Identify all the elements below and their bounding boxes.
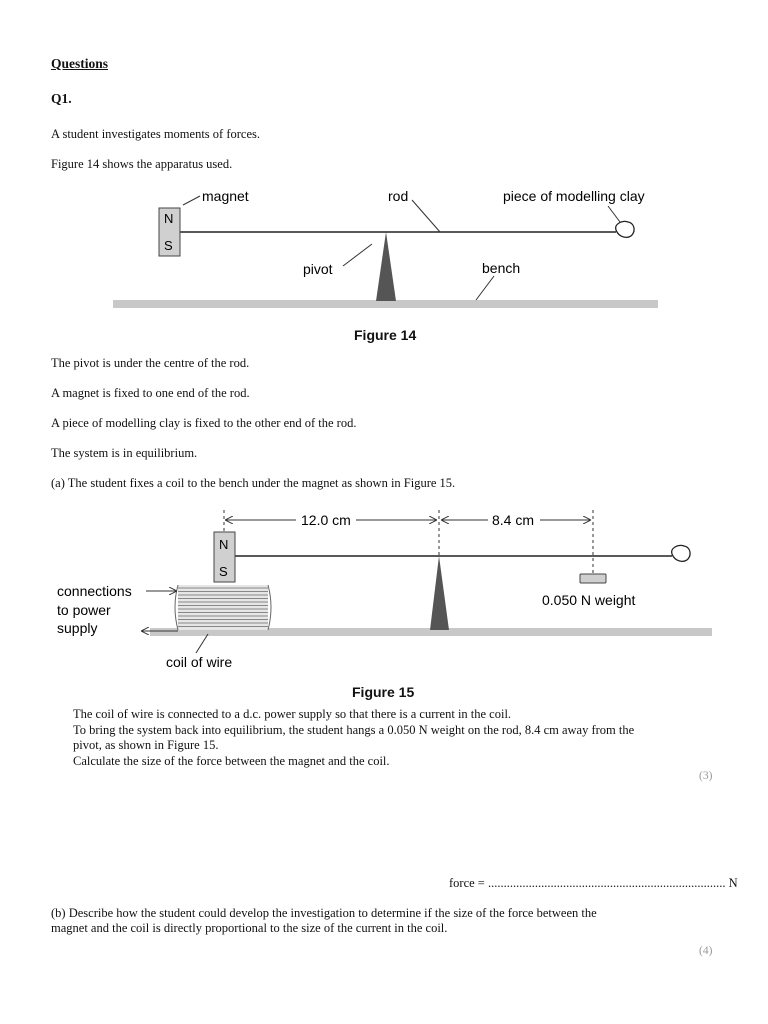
fig14-bench bbox=[113, 300, 658, 308]
fig15-weight bbox=[580, 574, 606, 583]
answer-unit: N bbox=[728, 876, 738, 890]
question-number: Q1. bbox=[51, 91, 72, 106]
fig14-rod-pointer bbox=[412, 200, 440, 232]
fig15-dist2-label: 8.4 cm bbox=[492, 512, 535, 528]
part-a-intro: (a) The student fixes a coil to the bench under the magnet as shown in Figure 15. bbox=[51, 476, 456, 490]
part-a-line-3: pivot, as shown in Figure 15. bbox=[73, 738, 219, 752]
part-b-line-1: (b) Describe how the student could develop the investigation to determine if the size of the force between the bbox=[51, 906, 597, 920]
statement-4: The system is in equilibrium. bbox=[51, 446, 198, 460]
part-a-marks: (3) bbox=[699, 770, 713, 782]
figure-15-diagram bbox=[0, 505, 768, 675]
fig15-connections-label-3: supply bbox=[57, 620, 98, 636]
fig15-dist1-label: 12.0 cm bbox=[301, 512, 351, 528]
fig14-magnet-pointer bbox=[183, 196, 200, 205]
fig14-clay-label: piece of modelling clay bbox=[503, 188, 645, 204]
fig15-coil-pointer bbox=[196, 634, 208, 653]
fig14-pivot-label: pivot bbox=[303, 261, 333, 277]
fig14-clay-pointer bbox=[608, 206, 620, 222]
part-a-line-1: The coil of wire is connected to a d.c. power supply so that there is a current in the coil. bbox=[73, 707, 512, 721]
part-b-line-2: magnet and the coil is directly proportional to the size of the current in the coil. bbox=[51, 921, 448, 935]
fig14-rod-label: rod bbox=[388, 188, 409, 204]
fig15-coil-label: coil of wire bbox=[166, 654, 233, 670]
fig14-bench-pointer bbox=[476, 276, 494, 300]
answer-label: force = bbox=[449, 876, 485, 890]
fig15-modelling-clay bbox=[672, 545, 690, 561]
statement-1: The pivot is under the centre of the rod. bbox=[51, 356, 250, 370]
fig15-pivot bbox=[430, 556, 449, 630]
part-a-line-2: To bring the system back into equilibrium, the student hangs a 0.050 N weight on the rod, 8.4 cm away from the bbox=[73, 723, 635, 737]
fig14-magnet-label: magnet bbox=[202, 188, 249, 204]
answer-dots: ............................................................................ bbox=[487, 876, 726, 890]
fig14-bench-label: bench bbox=[482, 260, 521, 276]
intro-line-2: Figure 14 shows the apparatus used. bbox=[51, 157, 233, 171]
fig15-north-label: N bbox=[219, 537, 229, 552]
figure-15-caption: Figure 15 bbox=[352, 684, 415, 700]
figure-14-diagram bbox=[0, 180, 768, 350]
statement-3: A piece of modelling clay is fixed to the other end of the rod. bbox=[51, 416, 357, 430]
fig15-coil bbox=[175, 585, 271, 630]
fig14-modelling-clay bbox=[616, 221, 634, 237]
section-heading: Questions bbox=[51, 56, 109, 71]
part-a-line-4: Calculate the size of the force between the magnet and the coil. bbox=[73, 754, 390, 768]
fig14-north-label: N bbox=[164, 211, 174, 226]
fig14-south-label: S bbox=[164, 238, 173, 253]
fig15-connections-label-1: connections bbox=[57, 583, 132, 599]
fig14-pivot bbox=[376, 232, 396, 301]
fig15-connections-label-2: to power bbox=[57, 602, 111, 618]
figure-14-caption: Figure 14 bbox=[354, 327, 417, 343]
statement-2: A magnet is fixed to one end of the rod. bbox=[51, 386, 250, 400]
answer-line[interactable] bbox=[449, 876, 738, 891]
intro-line-1: A student investigates moments of forces. bbox=[51, 127, 260, 141]
part-b-marks: (4) bbox=[699, 945, 713, 957]
fig15-south-label: S bbox=[219, 564, 228, 579]
fig14-pivot-pointer bbox=[343, 244, 372, 266]
fig15-weight-label: 0.050 N weight bbox=[542, 592, 636, 608]
